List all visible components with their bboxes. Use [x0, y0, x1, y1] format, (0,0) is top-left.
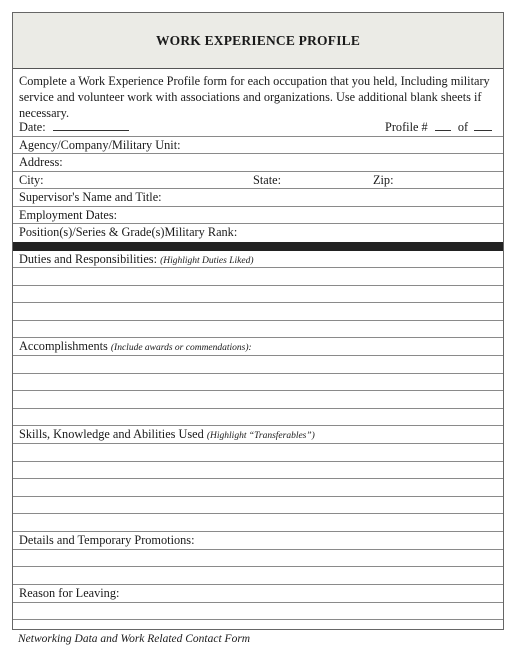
- duties-hint: (Highlight Duties Liked): [160, 255, 254, 266]
- supervisor-row[interactable]: [13, 189, 503, 207]
- profile-number-group: [385, 119, 492, 136]
- accomplishments-label: Accomplishments: [19, 339, 108, 353]
- form-title: WORK EXPERIENCE PROFILE: [13, 13, 503, 69]
- employment-dates-row[interactable]: [13, 207, 503, 225]
- accomplishments-section-header[interactable]: [13, 338, 503, 356]
- form-frame: [12, 12, 504, 630]
- accomplishments-line[interactable]: [13, 391, 503, 409]
- accomplishments-line[interactable]: [13, 374, 503, 392]
- city-label: City:: [19, 172, 44, 187]
- employment-dates-label: Employment Dates:: [19, 207, 118, 222]
- profile-number-field[interactable]: [435, 119, 451, 131]
- supervisor-label: Supervisor's Name and Title:: [19, 190, 162, 204]
- section-divider-bar: [13, 242, 503, 251]
- reason-section-header[interactable]: [13, 585, 503, 603]
- accomplishments-line[interactable]: [13, 409, 503, 427]
- duties-label: Duties and Responsibilities:: [19, 251, 157, 266]
- details-label: Details and Temporary Promotions:: [19, 532, 195, 547]
- position-row[interactable]: [13, 224, 503, 242]
- skills-line[interactable]: [13, 462, 503, 480]
- date-label: Date:: [19, 120, 46, 134]
- reason-line[interactable]: [13, 603, 503, 621]
- agency-row[interactable]: [13, 137, 503, 155]
- address-row[interactable]: [13, 154, 503, 172]
- duties-line[interactable]: [13, 286, 503, 304]
- details-section-header[interactable]: [13, 532, 503, 550]
- duties-section-header[interactable]: [13, 251, 503, 269]
- skills-label: Skills, Knowledge and Abilities Used: [19, 427, 204, 441]
- agency-label: Agency/Company/Military Unit:: [19, 137, 181, 152]
- date-field[interactable]: [53, 119, 129, 131]
- city-state-zip-row[interactable]: [13, 172, 503, 190]
- address-label: Address:: [19, 155, 63, 169]
- accomplishments-line[interactable]: [13, 356, 503, 374]
- state-label: State:: [253, 172, 282, 187]
- accomplishments-hint: (Include awards or commendations):: [110, 343, 252, 353]
- profile-label: Profile #: [385, 120, 428, 134]
- position-label: Position(s)/Series & Grade(s)Military Rank:: [19, 225, 238, 239]
- date-profile-row: [13, 119, 503, 137]
- skills-line[interactable]: [13, 444, 503, 462]
- form-instructions: Complete a Work Experience Profile form for each occupation that you held, Including military service and volunteer work with associations and organizations. Use additional blank sheets if necessary.: [19, 74, 490, 120]
- skills-hint: (Highlight “Transferables”): [206, 431, 315, 441]
- footer-caption: Networking Data and Work Related Contact Form: [18, 633, 251, 645]
- duties-line[interactable]: [13, 321, 503, 339]
- duties-line[interactable]: [13, 268, 503, 286]
- zip-label: Zip:: [373, 172, 394, 187]
- skills-section-header[interactable]: [13, 426, 503, 444]
- skills-line[interactable]: [13, 497, 503, 515]
- skills-line[interactable]: [13, 514, 503, 532]
- skills-line[interactable]: [13, 479, 503, 497]
- of-label: of: [457, 120, 469, 134]
- duties-line[interactable]: [13, 303, 503, 321]
- profile-total-field[interactable]: [474, 119, 492, 131]
- details-line[interactable]: [13, 550, 503, 568]
- reason-label: Reason for Leaving:: [19, 585, 120, 600]
- details-line[interactable]: [13, 567, 503, 585]
